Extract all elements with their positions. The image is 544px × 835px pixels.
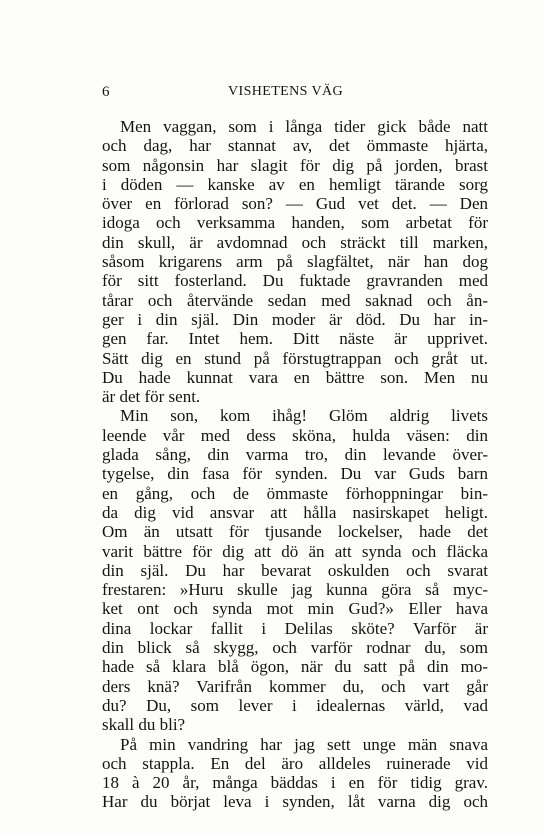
text-line: leende vår med dess sköna, hulda väsen: din [102,425,488,445]
text-line: På min vandring har jag sett unge män snava [120,734,488,754]
text-line: över en förlorad son? — Gud vet det. — Den [102,194,488,214]
text-line: Har du börjat leva i synden, låt varna dig och [102,792,488,812]
text-line: Sätt dig en stund på förstugtrappan och gråt ut. [102,348,488,368]
text-line: en gång, och de ömmaste förhoppningar bin- [102,483,488,503]
text-line: idoga och verksamma handen, som arbetat för [102,213,488,233]
page-number: 6 [102,84,110,100]
text-line: för sitt fosterland. Du fuktade gravranden med [102,271,488,291]
text-line: du? Du, som lever i idealernas värld, vad [102,695,488,715]
text-line: da dig vid ansvar att hålla nasirskapet heligt. [102,502,488,522]
text-line: ger i din själ. Din moder är död. Du har in- [102,309,488,329]
text-line: 18 à 20 år, många bäddas i en för tidig grav. [102,773,488,793]
text-line: Om än utsatt för tjusande lockelser, hade det [102,522,488,542]
text-line: som någonsin har slagit för dig på jorden, brast [102,155,488,175]
text-line: ders knä? Varifrån kommer du, och vart går [102,676,488,696]
text-line: ket ont och synda mot min Gud?» Eller hava [102,599,488,619]
text-line: är det för sent. [102,387,201,407]
text-line: skall du bli? [102,715,186,735]
text-line: din blick så skygg, och varför rodnar du, som [102,638,488,658]
text-line: glada sång, din varma tro, din levande över- [102,445,488,465]
text-line: gen far. Intet hem. Ditt näste är upprivet. [102,329,488,349]
text-line: dina lockar fallit i Delilas sköte? Varför är [102,618,488,638]
text-line: tygelse, din fasa för synden. Du var Guds barn [102,464,488,484]
text-line: i döden — kanske av en hemligt tärande sorg [102,174,488,194]
text-line: din själ. Du har bevarat oskulden och svarat [102,560,488,580]
body-text [102,117,488,812]
text-line: och dag, har stannat av, det ömmaste hjärta, [102,136,488,156]
text-line: din skull, är avdomnad och sträckt till marken, [102,232,488,252]
text-line: frestaren: »Huru skulle jag kunna göra så myc- [102,580,488,600]
text-line: hade så klara blå ögon, när du satt på din mo- [102,657,488,677]
text-line: såsom krigarens arm på slagfältet, när han dog [102,252,488,272]
text-line: varit bättre för dig att dö än att synda och fläcka [102,541,488,561]
text-line: och stappla. En del äro alldeles ruinerade vid [102,753,488,773]
text-line: Min son, kom ihåg! Glöm aldrig livets [120,406,488,426]
running-title: VISHETENS VÄG [228,84,343,99]
text-line: Men vaggan, som i långa tider gick både natt [120,117,488,136]
text-line: Du hade kunnat vara en bättre son. Men nu [102,367,488,387]
text-line: tårar och återvände sedan med saknad och ån- [102,290,488,310]
